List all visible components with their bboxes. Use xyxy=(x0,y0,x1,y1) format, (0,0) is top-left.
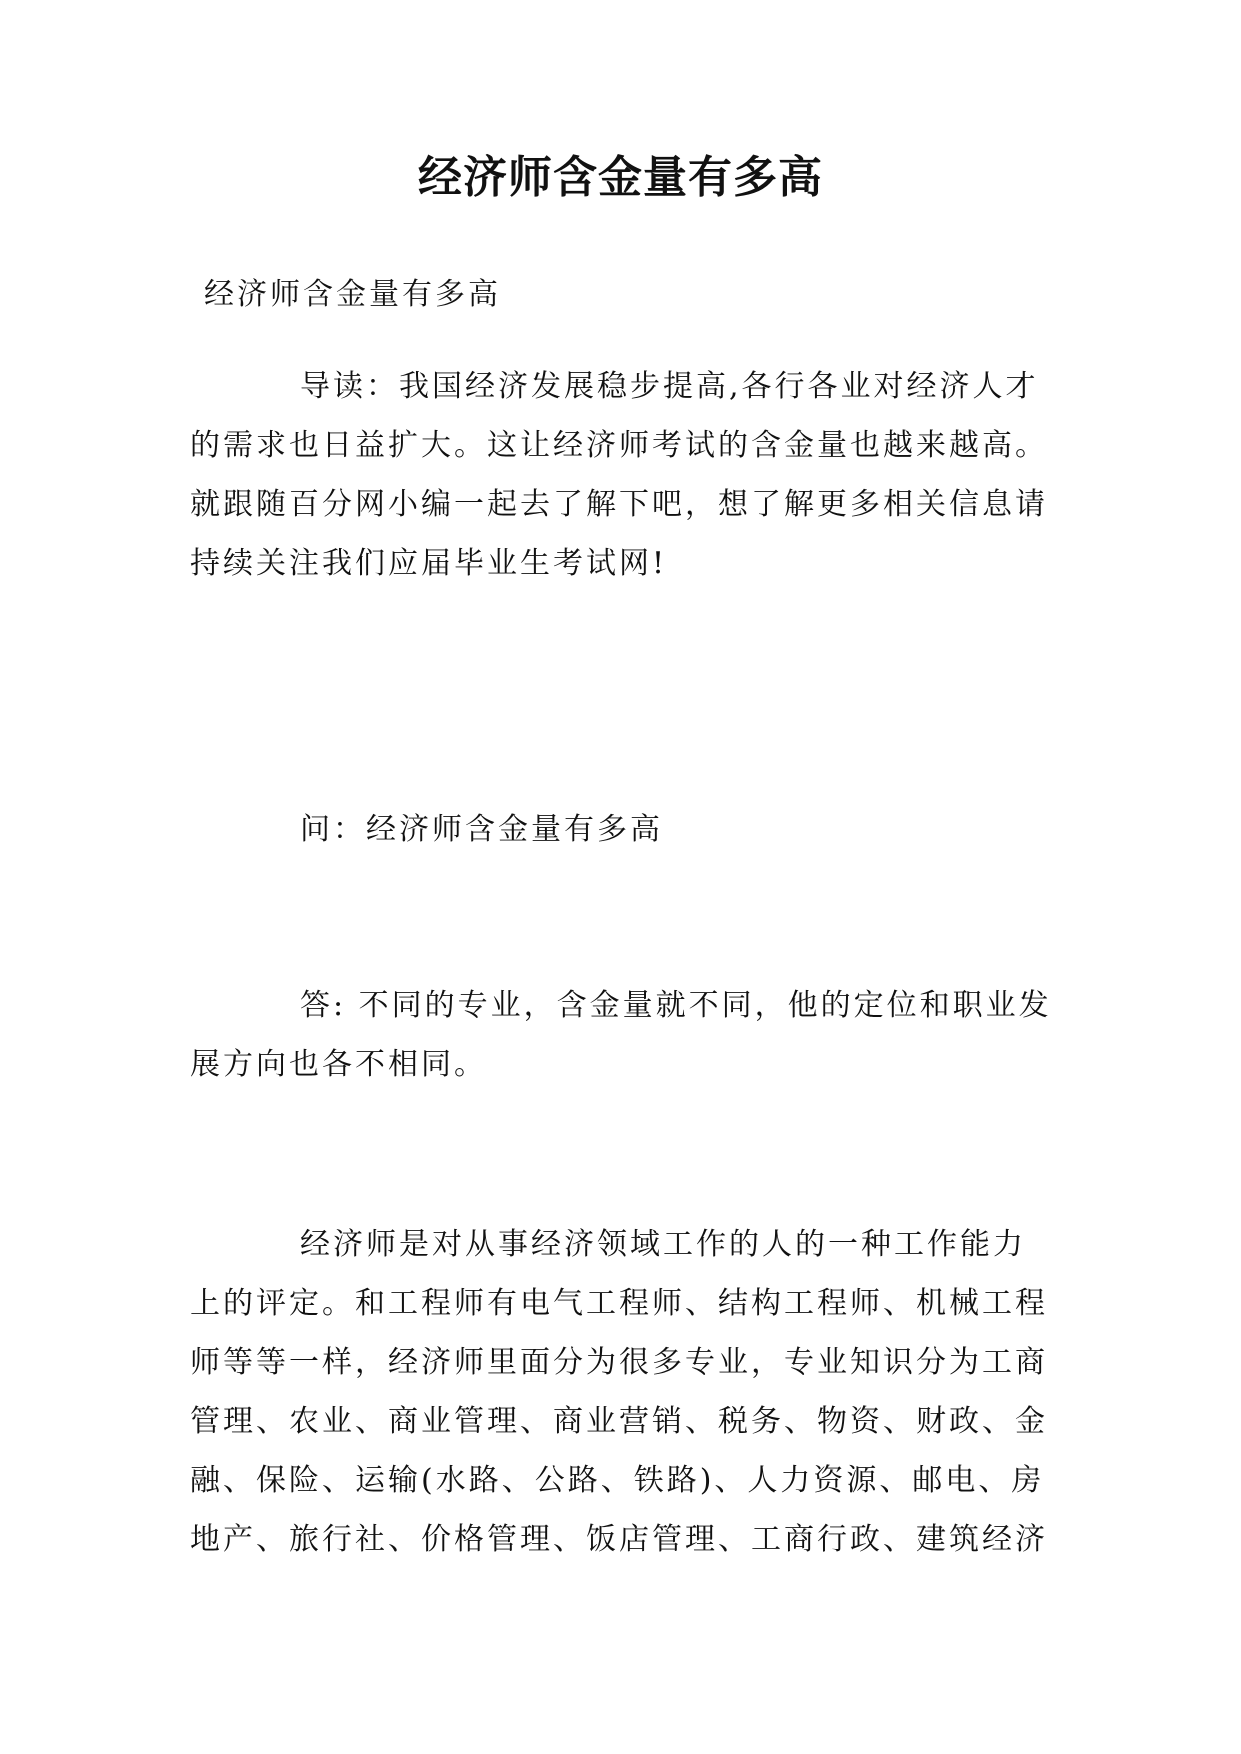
answer-line: 答: 不同的专业，含金量就不同，他的定位和职业发 xyxy=(300,988,1052,1023)
document-subtitle: 经济师含金量有多高 xyxy=(204,277,501,312)
body-line: 管理、农业、商业管理、商业营销、税务、物资、财政、金 xyxy=(190,1404,1048,1439)
answer-line: 展方向也各不相同。 xyxy=(190,1047,487,1082)
body-line: 师等等一样，经济师里面分为很多专业，专业知识分为工商 xyxy=(190,1345,1048,1380)
body-paragraph xyxy=(190,1215,1070,1569)
body-line: 地产、旅行社、价格管理、饭店管理、工商行政、建筑经济 xyxy=(190,1522,1048,1557)
body-line: 融、保险、运输(水路、公路、铁路)、人力资源、邮电、房 xyxy=(190,1463,1045,1498)
intro-line: 持续关注我们应届毕业生考试网! xyxy=(190,546,668,581)
answer-paragraph xyxy=(190,976,1070,1094)
intro-line: 导读：我国经济发展稳步提高,各行各业对经济人才 xyxy=(300,369,1039,404)
body-line: 上的评定。和工程师有电气工程师、结构工程师、机械工程 xyxy=(190,1286,1048,1321)
question-heading: 问：经济师含金量有多高 xyxy=(300,812,663,847)
intro-line: 的需求也日益扩大。这让经济师考试的含金量也越来越高。 xyxy=(190,428,1048,463)
intro-line: 就跟随百分网小编一起去了解下吧，想了解更多相关信息请 xyxy=(190,487,1048,522)
intro-paragraph xyxy=(190,357,1070,593)
document-title: 经济师含金量有多高 xyxy=(418,152,823,203)
body-line: 经济师是对从事经济领域工作的人的一种工作能力 xyxy=(300,1227,1026,1262)
